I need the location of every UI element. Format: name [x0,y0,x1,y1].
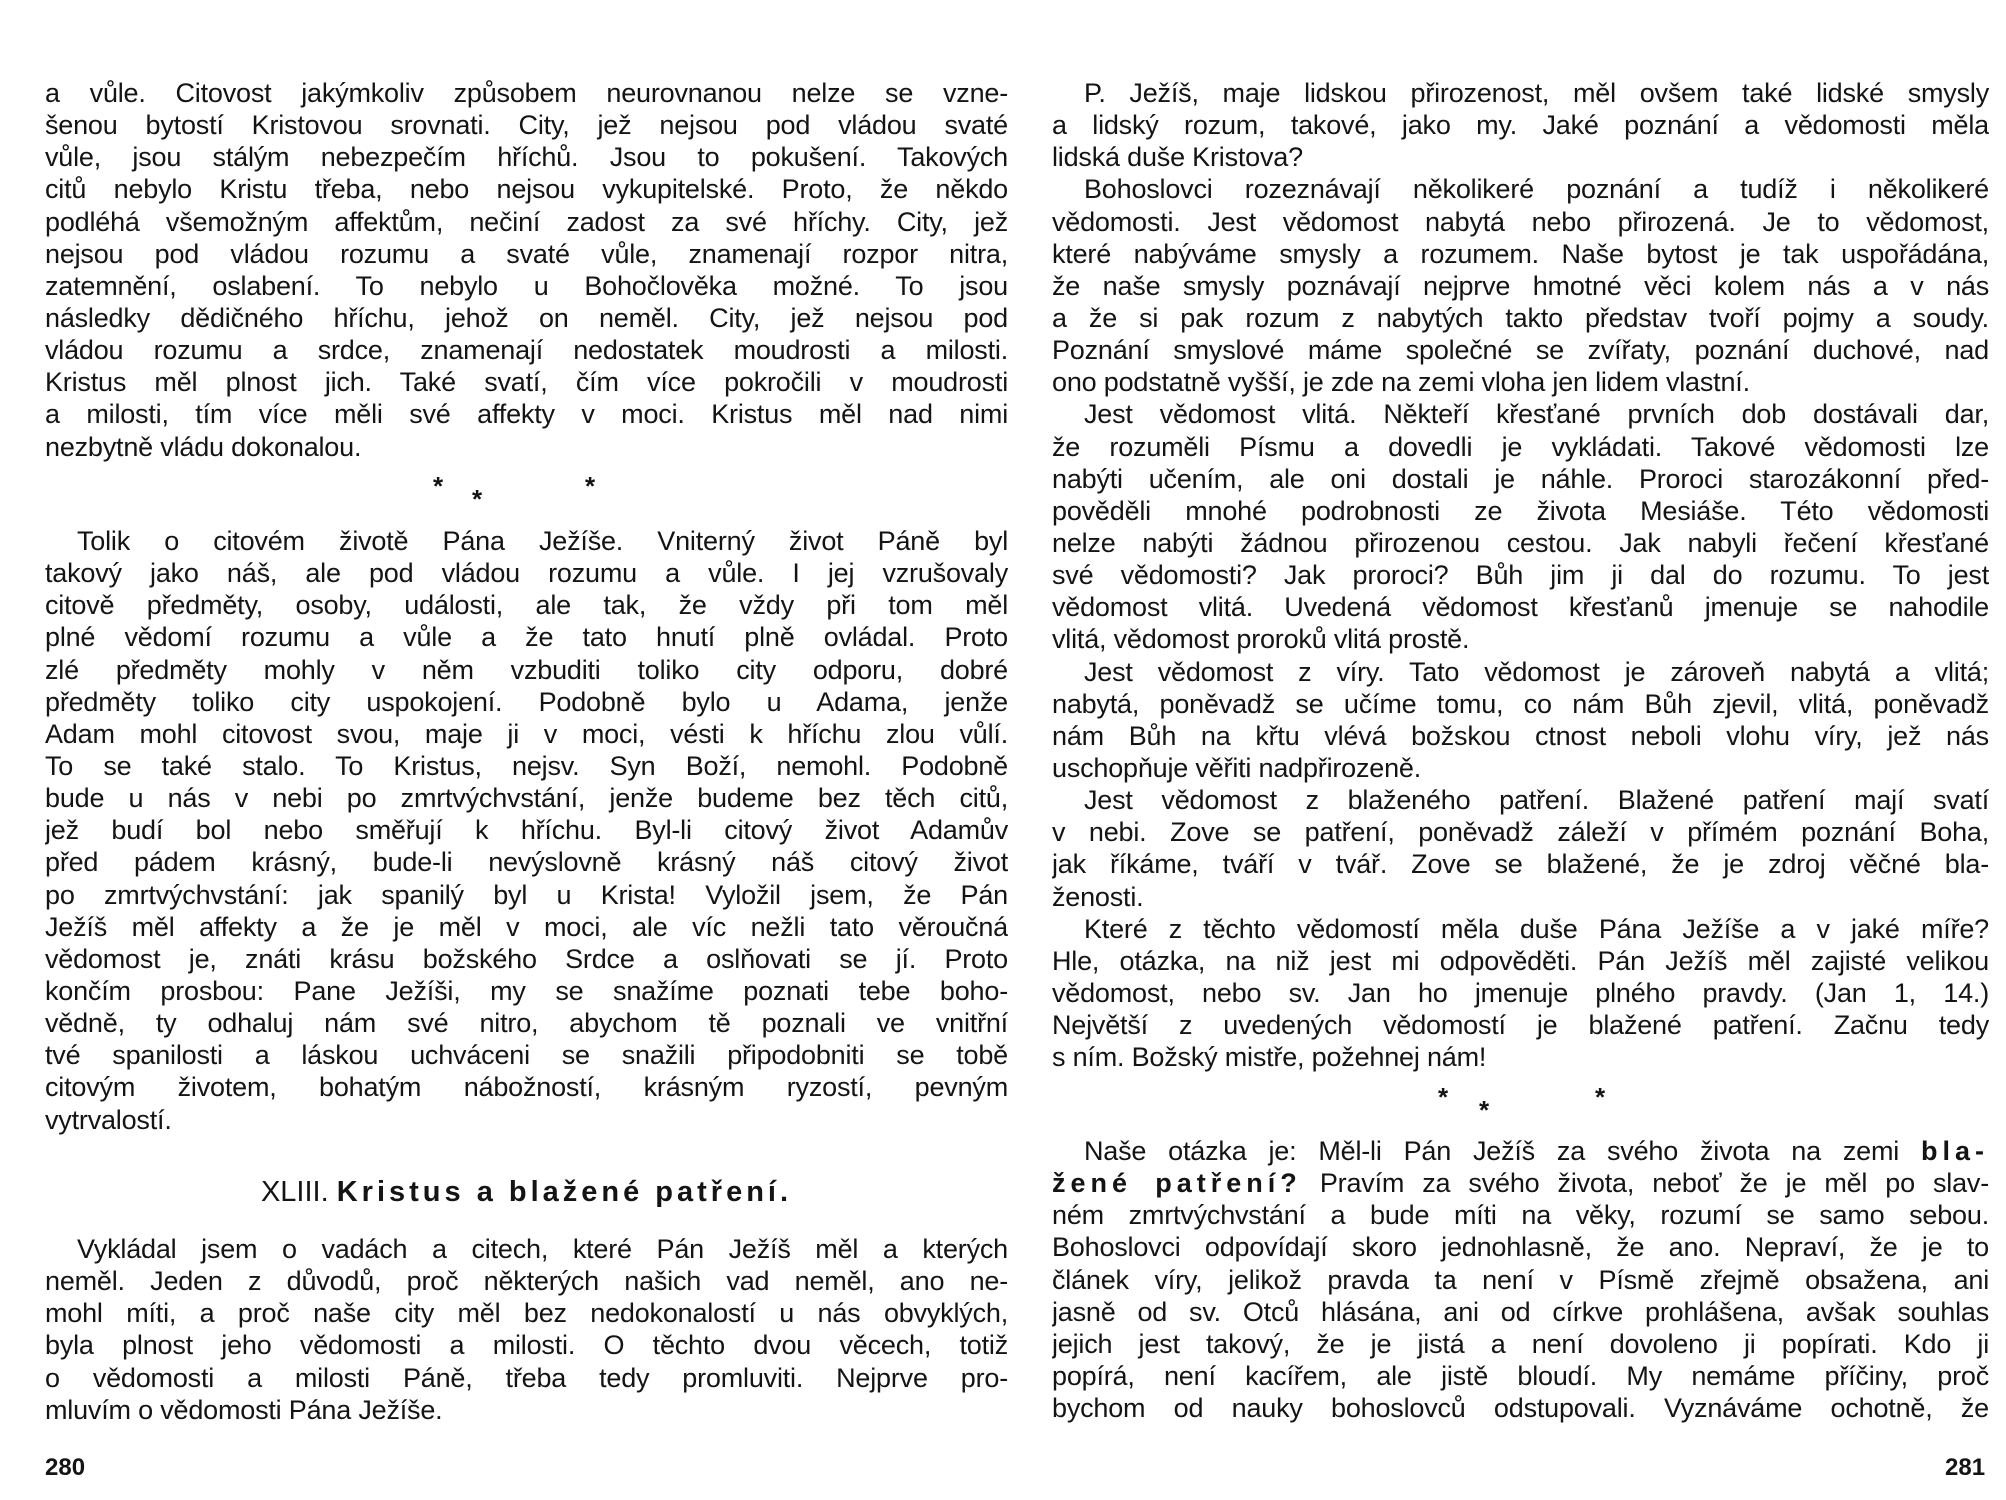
left-text-block-1 [45,77,1008,463]
text-line: To se také stalo. To Kristus, nejsv. Syn Boží, nemohl. Podobně [45,750,1008,781]
text-line: lidská duše Kristova? [1052,142,1303,173]
text-line: předměty toliko city uspokojení. Podobně bylo u Adama, jenže [45,686,1008,717]
paragraph [1052,784,1989,913]
text-line: Jest vědomost z víry. Tato vědomost je zároveň nabytá a vlitá; [1084,656,1989,687]
text-line: nejsou pod vládou rozumu a svaté vůle, znamenají rozpor nitra, [45,238,1008,269]
text-line: vládou rozumu a srdce, znamenají nedostatek moudrosti a milosti. [45,335,1008,366]
text-line: končím prosbou: Pane Ježíši, my se snažíme poznati tebe boho- [45,975,1008,1006]
text-line: Největší z uvedených vědomostí je blažené patření. Začnu tedy [1052,1010,1989,1041]
text-line: zatemnění, oslabení. To nebylo u Bohočlověka možné. To jsou [45,270,1008,301]
paragraph [1052,656,1989,785]
section-separator-asterisk: * [585,471,596,501]
text-line: jasně od sv. Otců hlásána, ani od církve prohlášena, avšak souhlas [1052,1296,1989,1327]
text-line: takový jako náš, ale pod vládou rozumu a vůle. I jej vzrušovaly [45,558,1008,589]
text-line: zlé předměty mohly v něm vzbuditi toliko city odporu, dobré [45,654,1008,685]
text-line: Bohoslovci rozeznávají několikeré poznání a tudíž i několikeré [1084,174,1989,205]
section-separator-asterisk: * [1595,1082,1606,1112]
text-line: s ním. Božský mistře, požehnej nám! [1052,1042,1487,1073]
text-line: neměl. Jeden z důvodů, proč některých našich vad neměl, ano ne- [45,1266,1008,1297]
text-line: vůle, jsou stálým nebezpečím hříchů. Jsou to pokušení. Takových [45,142,1008,173]
text-line: Jest vědomost vlitá. Někteří křesťané prvních dob dostávali dar, [1084,399,1989,430]
text-line: jež budí bol nebo směřují k hříchu. Byl-li citový život Adamův [45,815,1008,846]
paragraph [45,1233,1008,1426]
text-line: nabýti učením, ale oni dostali je náhle. Proroci starozákonní před- [1052,463,1989,494]
text-line: ono podstatně vyšší, je zde na zemi vloha jen lidem vlastní. [1052,367,1750,398]
text-line: Jest vědomost z blaženého patření. Blažené patření mají svatí [1084,785,1989,816]
chapter-title: Kristus a blažené patření. [336,1176,793,1208]
chapter-numeral: XLIII. [260,1176,329,1208]
text-line: Hle, otázka, na niž jest mi odpověděti. Pán Ježíš měl zajisté velikou [1052,945,1989,976]
left-text-block-2 [45,525,1008,1136]
text-line: své vědomosti? Jak proroci? Bůh jim ji dal do rozumu. To jest [1052,560,1989,591]
text-line: a lidský rozum, takové, jako my. Jaké poznání a vědomosti měla [1052,110,1989,141]
text-line: bychom od nauky bohoslovců odstupovali. Vyznáváme ochotně, že [1052,1393,1989,1424]
text-line: které nabýváme smysly a rozumem. Naše bytost je tak uspořádána, [1052,238,1989,269]
section-separator-asterisk: * [1479,1095,1490,1125]
text-line: před pádem krásný, bude-li nevýslovně krásný náš citový život [45,847,1008,878]
text-line: nezbytně vládu dokonalou. [45,431,362,462]
text-line: po zmrtvýchvstání: jak spanilý byl u Krista! Vyložil jsem, že Pán [45,879,1008,910]
text-line: pověděli mnohé podrobnosti ze života Mesiáše. Této vědomosti [1052,495,1989,526]
left-text-block-3 [45,1233,1008,1426]
paragraph [1052,77,1989,173]
text-line: a vůle. Citovost jakýmkoliv způsobem neurovnanou nelze se vzne- [45,78,1008,108]
section-separator-asterisk: * [433,471,444,501]
paragraph [45,77,1008,463]
text-line: citově předměty, osoby, události, ale tak, že vždy při tom měl [45,590,1008,621]
text-line: a že si pak rozum z nabytých takto představ tvoří pojmy a soudy. [1052,302,1989,333]
text-line: nelze nabýti žádnou přirozenou cestou. Jak nabyli řečení křesťané [1052,527,1989,558]
text-line: jak říkáme, tváří v tvář. Zove se blažené, že je zdroj věčné bla- [1052,849,1989,880]
paragraph [1052,398,1989,655]
text-line: Kristus měl plnost jich. Také svatí, čím více pokročili v moudrosti [45,367,1008,398]
spaced-emphasis-text: žené patření? [1052,1168,1302,1199]
paragraph [1052,1135,1989,1424]
text-line: Vykládal jsem o vadách a citech, které Pán Ježíš měl a kterých [77,1234,1008,1264]
text-line: vědomosti. Jest vědomost nabytá nebo přirozená. Je to vědomost, [1052,206,1989,237]
text-line: vědomost vlitá. Uvedená vědomost křesťanů jmenuje se nahodile [1052,592,1989,623]
section-separator-asterisk: * [1438,1082,1449,1112]
text-line: že rozuměli Písmu a dovedli je vykládati. Takové vědomosti lze [1052,431,1989,462]
text-line [1052,1167,1989,1199]
text-line: nám Bůh na křtu vlévá božskou ctnost neboli vlohu víry, jež nás [1052,720,1989,751]
page-number-right: 281 [1945,1454,1986,1481]
text-line: bude u nás v nebi po zmrtvýchvstání, jenže budeme bez těch citů, [45,783,1008,814]
text-line: popírá, není kacířem, ale jistě bloudí. My nemáme příčiny, proč [1052,1360,1989,1391]
text-line: ženosti. [1052,881,1144,912]
text-line: byla plnost jeho vědomosti a milosti. O těchto dvou věcech, totiž [45,1330,1008,1361]
chapter-heading [45,1172,1008,1212]
text-line: šenou bytostí Kristovou srovnati. City, jež nejsou pod vládou svaté [45,110,1008,141]
text-line: následky dědičného hříchu, jehož on neměl. City, jež nejsou pod [45,302,1008,333]
page-number-left: 280 [45,1454,86,1481]
text-line: tvé spanilosti a láskou uchváceni se snažili připodobniti se tobě [45,1040,1008,1071]
text-line: Bohoslovci odpovídají skoro jednohlasně, že ano. Nepraví, že je to [1052,1232,1989,1263]
text-line: a milosti, tím více měli své affekty v moci. Kristus měl nad nimi [45,399,1008,430]
text-line: mluvím o vědomosti Pána Ježíše. [45,1394,443,1425]
text-line: P. Ježíš, maje lidskou přirozenost, měl ovšem také lidské smysly [1084,78,1989,108]
text-line: citů nebylo Kristu třeba, nebo nejsou vykupitelské. Proto, že někdo [45,174,1008,205]
text-line: o vědomosti a milosti Páně, třeba tedy promluviti. Nejprve pro- [45,1362,1008,1393]
text-line: jejich jest takový, že je jistá a není dovoleno ji popírati. Kdo ji [1052,1328,1989,1359]
paragraph [1052,173,1989,398]
spaced-emphasis-text: bla- [1920,1136,1989,1166]
text-line: mohl míti, a proč naše city měl bez nedokonalostí u nás obvyklých, [45,1298,1008,1329]
text-line: citovým životem, bohatým nábožností, krásným ryzostí, pevným [45,1072,1008,1103]
text-line: uschopňuje věřiti nadpřirozeně. [1052,752,1422,783]
text-line: ném zmrtvýchvstání a bude míti na věky, rozumí se samo sebou. [1052,1200,1989,1231]
text-line: vytrvalostí. [45,1104,172,1135]
text-line: v nebi. Zove se patření, poněvadž záleží v přímém poznání Boha, [1052,817,1989,848]
text-segment: Pravím za svého života, neboť že je měl po slav- [1301,1168,1989,1199]
text-segment: Naše otázka je: Měl-li Pán Ježíš za svého života na zemi [1084,1136,1921,1166]
text-line: vědomost, nebo sv. Jan ho jmenuje plného pravdy. (Jan 1, 14.) [1052,977,1989,1008]
text-line: vlitá, vědomost proroků vlitá prostě. [1052,624,1470,655]
text-line: Které z těchto vědomostí měla duše Pána Ježíše a v jaké míře? [1084,913,1989,944]
text-line: že naše smysly poznávají nejprve hmotné věci kolem nás a v nás [1052,270,1989,301]
right-text-block-2 [1052,1135,1989,1424]
text-line: článek víry, jelikož pravda ta není v Písmě zřejmě obsažena, ani [1052,1264,1989,1295]
section-separator-asterisk: * [472,484,483,514]
text-line: plné vědomí rozumu a vůle a že tato hnutí plně ovládal. Proto [45,622,1008,653]
text-line: vědně, ty odhaluj nám své nitro, abychom tě poznali ve vnitřní [45,1008,1008,1039]
text-line [1052,1135,1989,1167]
right-text-block-1 [1052,77,1989,1073]
text-line: podléhá všemožným affektům, nečiní zadost za své hříchy. City, jež [45,206,1008,237]
text-line: vědomost je, znáti krásu božského Srdce a oslňovati se jí. Proto [45,943,1008,974]
text-line: nabytá, poněvadž se učíme tomu, co nám Bůh zjevil, vlitá, poněvadž [1052,688,1989,719]
paragraph [45,525,1008,1136]
paragraph [1052,913,1989,1074]
text-line: Adam mohl citovost svou, maje ji v moci, vésti k hříchu zlou vůlí. [45,718,1008,749]
text-line: Ježíš měl affekty a že je měl v moci, ale víc nežli tato věroučná [45,911,1008,942]
text-line: Tolik o citovém životě Pána Ježíše. Vniterný život Páně byl [77,526,1008,556]
text-line: Poznání smyslové máme společné se zvířaty, poznání duchové, nad [1052,335,1989,366]
